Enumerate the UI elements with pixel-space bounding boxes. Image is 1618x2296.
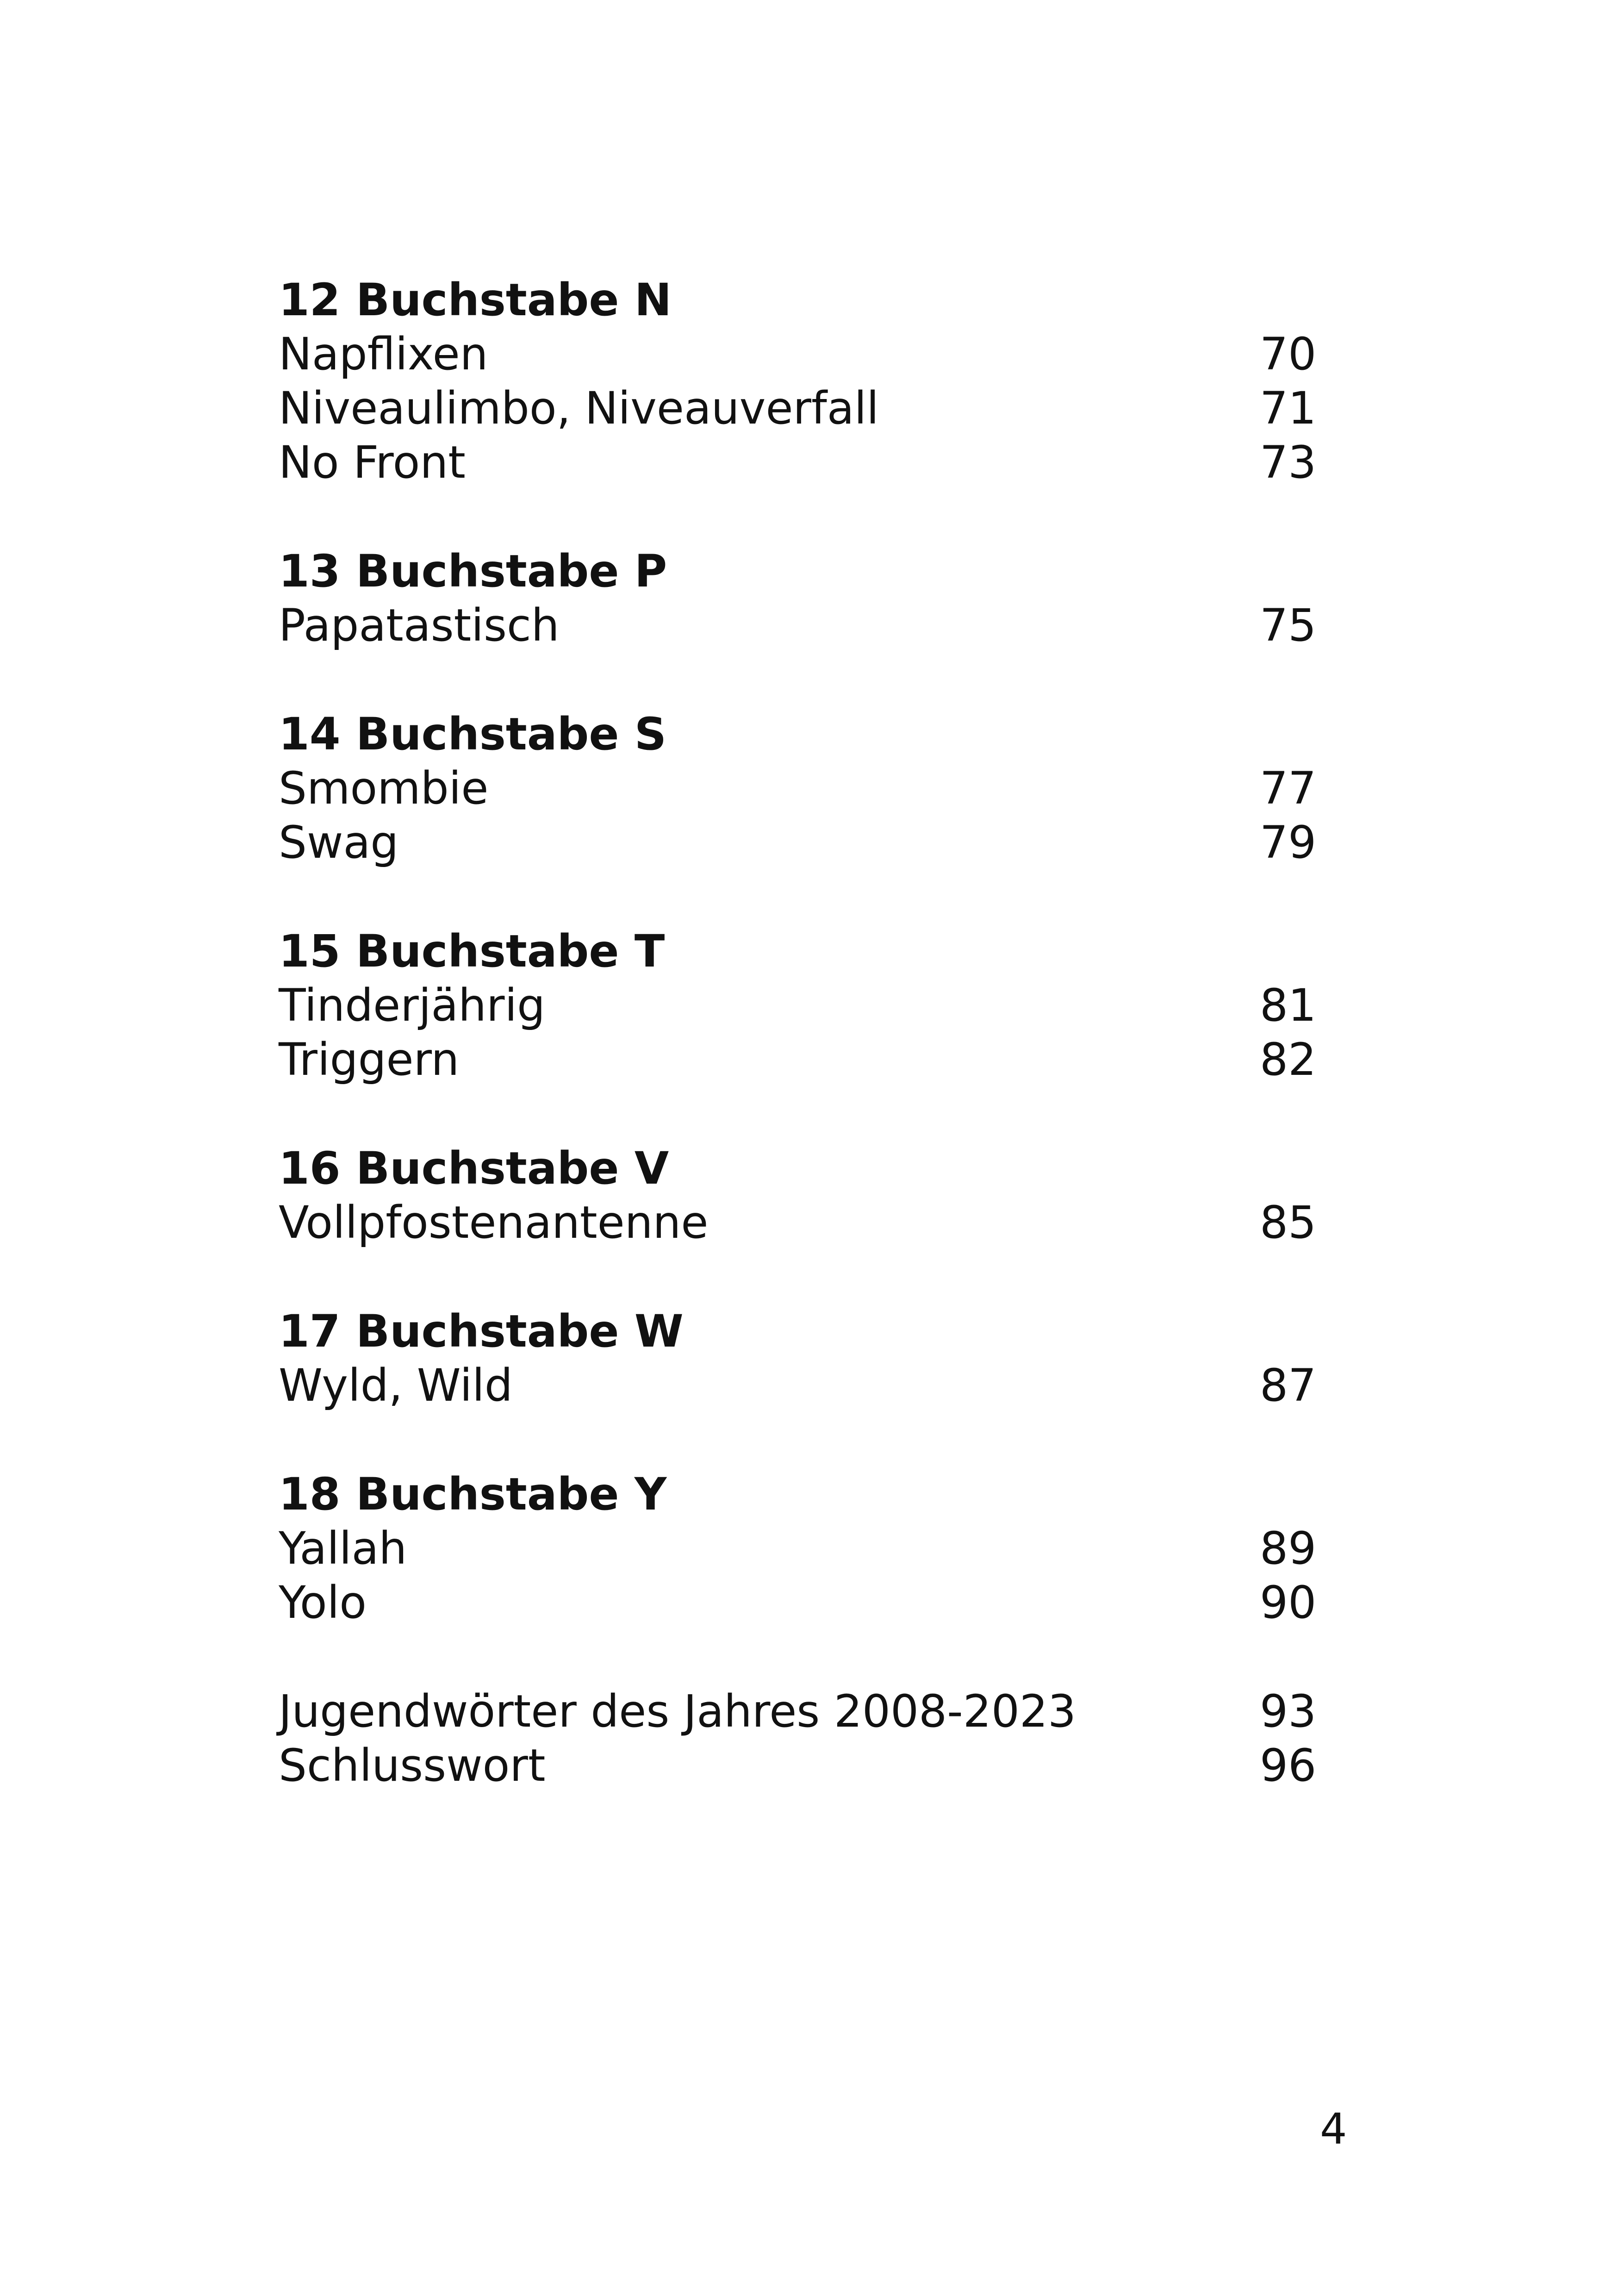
toc-entry[interactable] — [279, 1196, 1320, 1250]
toc-section-y — [279, 1467, 1320, 1630]
entry-title: Napflixen — [279, 328, 488, 380]
section-heading: 17 Buchstabe W — [279, 1305, 684, 1357]
toc-entry[interactable] — [279, 1739, 1320, 1793]
entry-page-number: 79 — [1260, 817, 1317, 868]
entry-title: Triggern — [279, 1034, 460, 1086]
toc-entry[interactable] — [279, 816, 1320, 870]
entry-title: Yolo — [279, 1577, 367, 1628]
entry-title: Wyld, Wild — [279, 1360, 513, 1411]
entry-title: Swag — [279, 817, 399, 868]
section-heading: 15 Buchstabe T — [279, 925, 665, 977]
entry-page-number: 96 — [1260, 1740, 1317, 1791]
section-heading: 16 Buchstabe V — [279, 1142, 669, 1194]
toc-entry[interactable] — [279, 1522, 1320, 1576]
toc-section-t — [279, 924, 1320, 1087]
toc-entry[interactable] — [279, 1033, 1320, 1087]
entry-title: Tinderjährig — [279, 980, 546, 1031]
page-number: 4 — [1320, 2104, 1347, 2154]
entry-page-number: 81 — [1260, 980, 1317, 1031]
section-heading: 18 Buchstabe Y — [279, 1468, 667, 1520]
entry-page-number: 93 — [1260, 1685, 1317, 1737]
toc-section-n — [279, 273, 1320, 490]
entry-page-number: 85 — [1260, 1197, 1317, 1248]
entry-title: Yallah — [279, 1522, 407, 1574]
toc-section-s — [279, 707, 1320, 870]
toc-section-w — [279, 1304, 1320, 1413]
section-heading: 12 Buchstabe N — [279, 274, 672, 326]
toc-entry[interactable] — [279, 381, 1320, 436]
entry-page-number: 75 — [1260, 599, 1317, 651]
entry-page-number: 77 — [1260, 762, 1317, 814]
toc-entry[interactable] — [279, 1576, 1320, 1630]
entry-page-number: 89 — [1260, 1522, 1317, 1574]
toc-entry[interactable] — [279, 327, 1320, 381]
entry-page-number: 70 — [1260, 328, 1317, 380]
section-heading: 13 Buchstabe P — [279, 545, 667, 597]
entry-page-number: 87 — [1260, 1360, 1317, 1411]
entry-page-number: 71 — [1260, 382, 1317, 434]
entry-page-number: 90 — [1260, 1577, 1317, 1628]
toc-section-appendix — [279, 1685, 1320, 1793]
entry-title: Smombie — [279, 762, 489, 814]
entry-title: Vollpfostenantenne — [279, 1197, 709, 1248]
toc-entry[interactable] — [279, 599, 1320, 653]
entry-page-number: 82 — [1260, 1034, 1317, 1086]
toc-section-p — [279, 544, 1320, 653]
entry-page-number: 73 — [1260, 437, 1317, 488]
entry-title: Papatastisch — [279, 599, 560, 651]
toc-entry[interactable] — [279, 761, 1320, 816]
table-of-contents — [279, 273, 1320, 1847]
toc-entry[interactable] — [279, 979, 1320, 1033]
toc-entry[interactable] — [279, 1685, 1320, 1739]
entry-title: Schlusswort — [279, 1740, 546, 1791]
section-heading: 14 Buchstabe S — [279, 708, 666, 760]
entry-title: Niveaulimbo, Niveauverfall — [279, 382, 879, 434]
toc-entry[interactable] — [279, 1359, 1320, 1413]
entry-title: Jugendwörter des Jahres 2008-2023 — [279, 1685, 1077, 1737]
entry-title: No Front — [279, 437, 466, 488]
toc-section-v — [279, 1142, 1320, 1250]
toc-entry[interactable] — [279, 436, 1320, 490]
